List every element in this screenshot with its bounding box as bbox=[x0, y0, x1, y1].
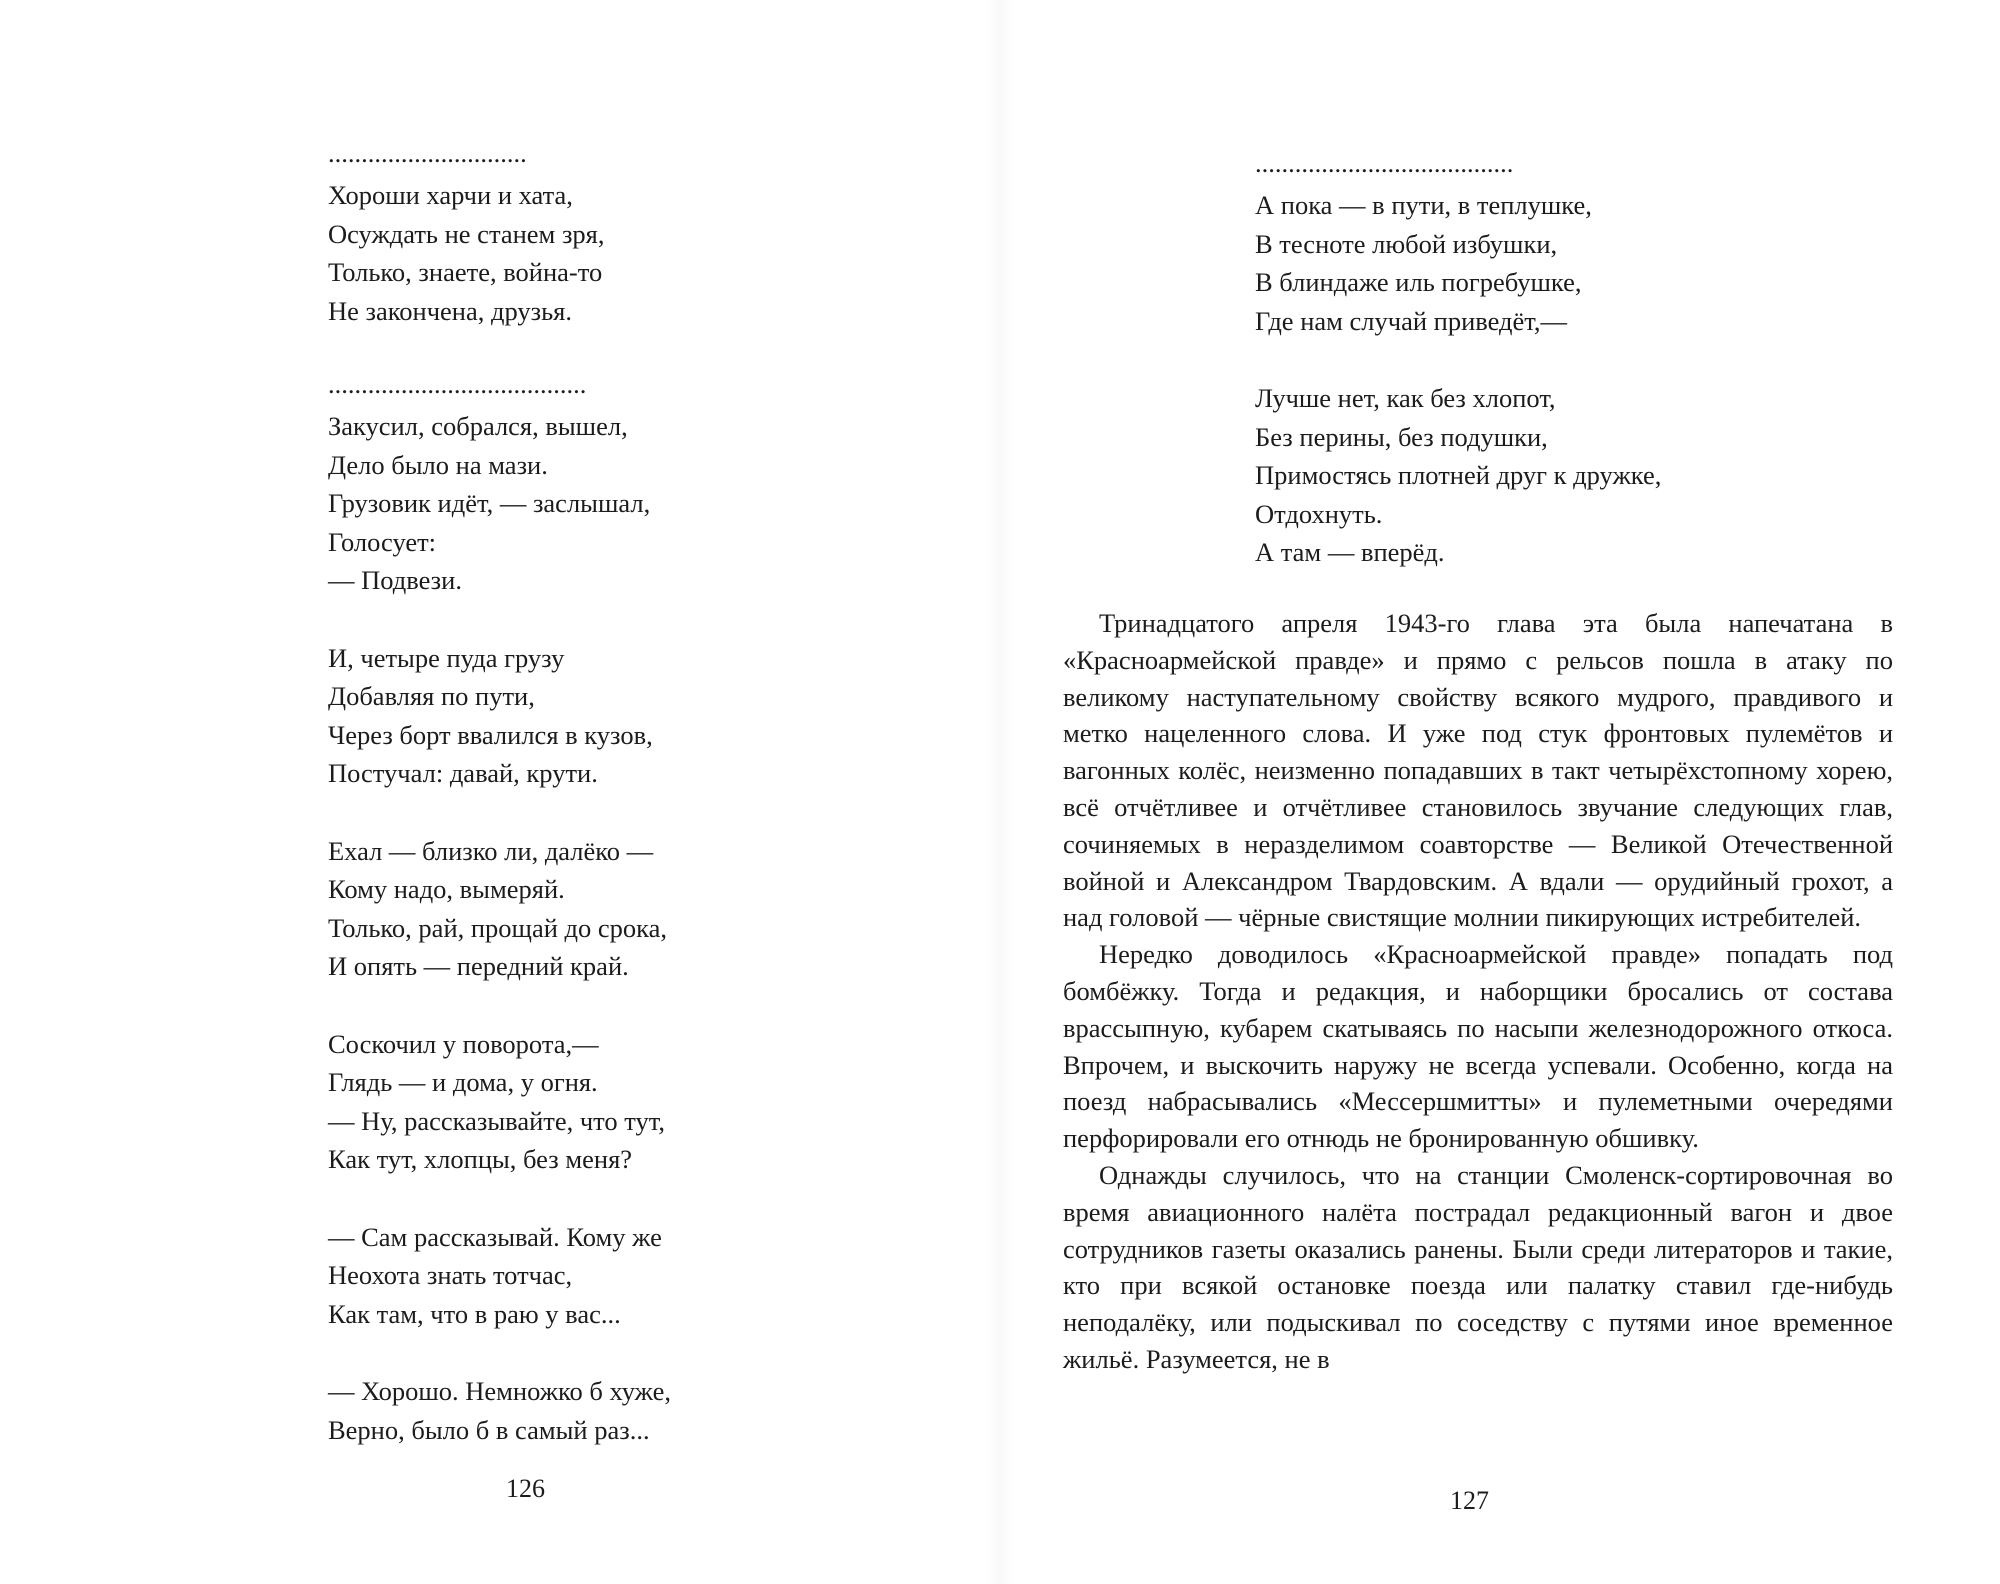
ellipsis-divider: ....................................... bbox=[328, 369, 587, 399]
verse-line: Верно, было б в самый раз... bbox=[328, 1414, 650, 1445]
verse-line: И опять — передний край. bbox=[328, 951, 629, 981]
stanza bbox=[328, 1218, 671, 1334]
paragraph: Тринадцатого апреля 1943-го глава эта была напечатана в «Красноармейской правде» и прямо с рельсов пошла в атаку по великому наступательному свойству всякого мудрого, правдивого и метко нацеленного слова. И уже под стук фронтовых пулемётов и вагонных колёс, неизменно попадавших в такт четырёхстопному хорею, всё отчётливее и отчётливее становилось звучание следующих глав, сочиняемых в неразделимом соавторстве — Великой Отечественной войной и Александром Твардовским. А вдали — орудийный грохот, а над головой — чёрные свистящие молнии пикирующих истребителей. bbox=[1063, 608, 1893, 933]
stanza bbox=[328, 1025, 671, 1179]
stanza bbox=[328, 138, 671, 330]
verse-line: Неохота знать тотчас, bbox=[328, 1260, 573, 1290]
page-number: 127 bbox=[1450, 1486, 1489, 1515]
verse-line: Как там, что в раю у вас... bbox=[328, 1298, 621, 1329]
stanza bbox=[328, 639, 671, 793]
stanza bbox=[328, 832, 671, 986]
verse-line: Где нам случай приведёт,— bbox=[1255, 305, 1568, 336]
verse-line: Постучал: давай, крути. bbox=[328, 758, 598, 788]
verse-line: Примостясь плотней друг к дружке, bbox=[1255, 460, 1662, 490]
verse-line: — Сам рассказывай. Кому же bbox=[328, 1221, 662, 1252]
verse-line: Хороши харчи и хата, bbox=[328, 180, 573, 210]
verse-line: Голосует: bbox=[328, 526, 437, 557]
verse-line: Не закончена, друзья. bbox=[328, 295, 572, 326]
verse-line: В блиндаже иль погребушке, bbox=[1255, 267, 1582, 297]
page-number: 126 bbox=[506, 1474, 545, 1503]
verse-line: Лучше нет, как без хлопот, bbox=[1255, 383, 1556, 413]
verse-line: Кому надо, вымеряй. bbox=[328, 874, 565, 904]
verse-line: Только, знаете, война-то bbox=[328, 257, 603, 287]
verse-line: А пока — в пути, в теплушке, bbox=[1255, 190, 1592, 220]
stanza bbox=[1255, 148, 1661, 340]
verse-line: — Хорошо. Немножко б хуже, bbox=[328, 1376, 671, 1406]
verse-line: — Ну, рассказывайте, что тут, bbox=[328, 1105, 665, 1136]
right-page bbox=[1000, 0, 2000, 1584]
verse-line: Только, рай, прощай до срока, bbox=[328, 912, 668, 943]
ellipsis-divider: ....................................... bbox=[1255, 148, 1514, 178]
verse-line: Как тут, хлопцы, без меня? bbox=[328, 1144, 633, 1174]
paragraph: Однажды случилось, что на станции Смоленск-сортировочная во время авиационного налёта пострадал редакционный вагон и двое сотрудников газеты оказались ранены. Были среди литераторов и такие, кто при всякой остановке поезда или палатку ставил где-нибудь неподалёку, или подыскивал по соседству с путями иное временное жильё. Разумеется, не в bbox=[1063, 1159, 1893, 1374]
stanza bbox=[328, 1372, 671, 1449]
verse-line: Добавляя по пути, bbox=[328, 681, 535, 711]
paragraph: Нередко доводилось «Красноармейской правде» попадать под бомбёжку. Тогда и редакция, и наборщики бросались от состава врассыпную, кубарем скатываясь по насыпи железнодорожного откоса. Впрочем, и выскочить наружу не всегда успевали. Особенно, когда на поезд набрасывались «Мессершмитты» и пулеметными очередями перфорировали его отнюдь не бронированную обшивку. bbox=[1063, 939, 1893, 1154]
verse-line: Через борт ввалился в кузов, bbox=[328, 719, 653, 750]
poem-left bbox=[328, 138, 671, 1488]
stanza bbox=[1255, 379, 1661, 572]
verse-line: Грузовик идёт, — заслышал, bbox=[328, 488, 651, 518]
verse-line: Соскочил у поворота,— bbox=[328, 1028, 599, 1059]
verse-line: Без перины, без подушки, bbox=[1255, 421, 1548, 452]
verse-line: А там — вперёд. bbox=[1255, 537, 1445, 567]
verse-line: Дело было на мази. bbox=[328, 449, 548, 480]
prose-body bbox=[1063, 605, 1893, 1378]
verse-line: Ехал — близко ли, далёко — bbox=[328, 835, 654, 866]
ellipsis-divider: .............................. bbox=[328, 138, 527, 168]
verse-line: В тесноте любой избушки, bbox=[1255, 228, 1558, 259]
verse-line: — Подвези. bbox=[328, 565, 462, 595]
poem-right bbox=[1255, 148, 1661, 611]
verse-line: Осуждать не станем зря, bbox=[328, 218, 605, 249]
verse-line: Отдохнуть. bbox=[1255, 498, 1383, 529]
verse-line: Закусил, собрался, вышел, bbox=[328, 411, 628, 441]
verse-line: И, четыре пуда грузу bbox=[328, 642, 565, 673]
verse-line: Глядь — и дома, у огня. bbox=[328, 1067, 598, 1097]
stanza bbox=[328, 369, 671, 600]
